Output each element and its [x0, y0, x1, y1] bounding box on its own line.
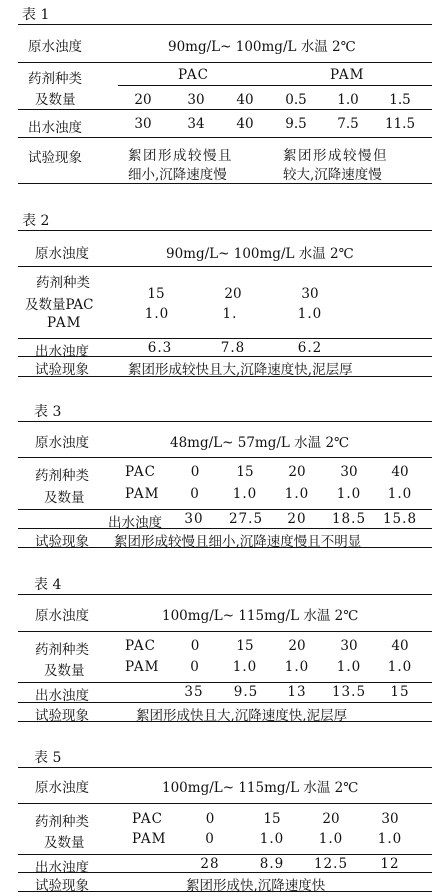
effluent-cell: 13.5: [331, 684, 367, 700]
pac-dose-cell: 40: [391, 638, 409, 654]
phenomenon-pac: 絮团形成较慢且: [128, 148, 233, 164]
row-label-effluent: 出水浊度: [28, 120, 82, 136]
dose-cell: 20: [134, 92, 152, 108]
effluent-cell: 34: [187, 116, 205, 132]
table-rule: [18, 767, 432, 768]
raw-turbidity-value: 90mg/L~ 100mg/L 水温 2℃: [168, 39, 356, 55]
pam-dose-cell: 1.0: [387, 486, 413, 502]
pam-dose-cell: 1.0: [377, 831, 403, 847]
raw-turbidity-value: 100mg/L~ 115mg/L 水温 2℃: [162, 608, 359, 624]
row-label-phenomenon: 试验现象: [35, 534, 89, 550]
row-label-phenomenon: 试验现象: [28, 150, 82, 166]
table-rule: [18, 509, 432, 510]
row-label-agent: 及数量: [35, 92, 76, 108]
phenomenon-pam: 较大,沉降速度慢: [283, 167, 382, 183]
table-caption: 表 5: [34, 750, 62, 766]
pam-dose-cell: 1.0: [336, 486, 362, 502]
pac-dose-cell: 30: [381, 811, 399, 827]
row-label-effluent: 出水浊度: [35, 344, 89, 360]
dose-cell: 1.0: [337, 92, 359, 108]
table-rule: [18, 528, 432, 529]
effluent-cell: 40: [236, 116, 254, 132]
phenomenon-text: 絮团形成快,沉降速度快: [186, 878, 326, 894]
row-label-raw-turbidity: 原水浊度: [35, 608, 89, 624]
table-caption: 表 2: [22, 213, 50, 229]
table-rule: [18, 376, 432, 377]
phenomenon-text: 絮团形成较快且大,沉降速度快,泥层厚: [128, 362, 353, 378]
row-label-agent: 药剂种类: [35, 642, 89, 658]
table-rule: [18, 854, 432, 855]
pac-label: PAC: [125, 464, 156, 480]
table-rule: [18, 594, 432, 595]
pac-dose-cell: 15: [236, 638, 254, 654]
row-label-agent: 及数量: [44, 490, 85, 506]
table-rule: [18, 803, 432, 804]
pam-dose-cell: 1.0: [232, 486, 258, 502]
table-rule: [18, 721, 432, 722]
effluent-cell: 8.9: [259, 856, 285, 872]
row-label-effluent: 出水浊度: [35, 688, 89, 704]
raw-turbidity-value: 90mg/L~ 100mg/L 水温 2℃: [166, 246, 354, 262]
row-label-phenomenon: 试验现象: [35, 362, 89, 378]
pam-dose-cell: 1.0: [144, 306, 170, 322]
phenomenon-pac: 细小,沉降速度慢: [128, 167, 227, 183]
table-rule: [18, 891, 432, 892]
row-label-agent: 药剂种类: [35, 814, 89, 830]
pam-label: PAM: [125, 486, 160, 502]
pac-dose-cell: 15: [147, 286, 165, 302]
pam-dose-cell: 1.0: [297, 306, 323, 322]
table-caption: 表 3: [34, 404, 62, 420]
table-rule: [18, 547, 432, 548]
pam-dose-cell: 1.0: [336, 659, 362, 675]
row-label-effluent: 出水浊度: [108, 515, 162, 531]
pam-dose-cell: 0: [205, 831, 215, 847]
pac-dose-cell: 15: [236, 464, 254, 480]
pac-dose-cell: 30: [340, 464, 358, 480]
effluent-cell: 30: [134, 116, 152, 132]
effluent-cell: 12.5: [313, 856, 349, 872]
raw-turbidity-value: 48mg/L~ 57mg/L 水温 2℃: [170, 435, 350, 451]
row-label-agent: 药剂种类: [35, 468, 89, 484]
pac-dose-cell: 30: [301, 286, 319, 302]
effluent-cell: 9.5: [233, 684, 259, 700]
pam-dose-cell: 0: [190, 486, 200, 502]
row-label-agent: 药剂种类: [36, 275, 90, 291]
effluent-cell: 6.2: [297, 340, 323, 356]
effluent-cell: 13: [287, 684, 307, 700]
table-rule: [18, 266, 432, 267]
effluent-cell: 28: [200, 856, 220, 872]
table-caption: 表 1: [22, 7, 50, 23]
pam-dose-cell: 1.0: [387, 659, 413, 675]
row-label-raw-turbidity: 原水浊度: [28, 39, 82, 55]
table-rule: [18, 421, 432, 422]
pac-dose-cell: 20: [224, 286, 242, 302]
pam-dose-cell: 1.0: [318, 831, 344, 847]
table-rule: [18, 356, 432, 357]
phenomenon-pam: 絮团形成较慢但: [283, 148, 388, 164]
table-rule: [18, 631, 432, 632]
row-label-agent: 及数量: [44, 835, 85, 851]
pam-label: PAM: [132, 831, 167, 847]
group-header-pac: PAC: [178, 67, 209, 83]
effluent-cell: 7.5: [337, 116, 359, 132]
group-header-pam: PAM: [330, 67, 365, 83]
pam-dose-cell: 1.0: [259, 831, 285, 847]
pam-dose-cell: 1.0: [284, 486, 310, 502]
row-label-raw-turbidity: 原水浊度: [35, 246, 89, 262]
table-rule: [18, 338, 432, 339]
dose-cell: 1.5: [389, 92, 411, 108]
pam-dose-cell: 1.: [222, 306, 238, 322]
row-label-pam: PAM: [47, 315, 82, 331]
table-rule: [18, 682, 432, 683]
table-rule: [18, 457, 432, 458]
pac-dose-cell: 40: [391, 464, 409, 480]
row-label-phenomenon: 试验现象: [35, 708, 89, 724]
dose-cell: 0.5: [285, 92, 307, 108]
table-rule: [18, 702, 432, 703]
pac-dose-cell: 20: [322, 811, 340, 827]
row-label-agent: 药剂种类: [28, 71, 82, 87]
pac-label: PAC: [125, 638, 156, 654]
pam-dose-cell: 0: [190, 659, 200, 675]
pam-label: PAM: [125, 659, 160, 675]
table-rule: [18, 872, 432, 873]
table-rule: [18, 109, 432, 110]
effluent-cell: 9.5: [285, 116, 307, 132]
table-rule: [18, 230, 432, 231]
table-rule: [18, 62, 432, 63]
row-label-raw-turbidity: 原水浊度: [35, 435, 89, 451]
effluent-cell: 30: [184, 511, 204, 527]
effluent-cell: 12: [380, 856, 400, 872]
dose-cell: 30: [187, 92, 205, 108]
table-rule: [18, 137, 432, 138]
row-label-agent: 及数量: [44, 663, 85, 679]
effluent-cell: 20: [287, 511, 307, 527]
pam-dose-cell: 1.0: [232, 659, 258, 675]
row-label-phenomenon: 试验现象: [35, 878, 89, 894]
dose-cell: 40: [236, 92, 254, 108]
pac-dose-cell: 20: [288, 638, 306, 654]
effluent-cell: 18.5: [331, 511, 367, 527]
effluent-cell: 7.8: [220, 340, 246, 356]
pam-dose-cell: 1.0: [284, 659, 310, 675]
row-label-effluent: 出水浊度: [35, 860, 89, 876]
table-rule: [18, 24, 432, 25]
table-caption: 表 4: [34, 577, 62, 593]
group-rule: [118, 85, 432, 86]
effluent-cell: 6.3: [147, 340, 173, 356]
phenomenon-text: 絮团形成快且大,沉降速度快,泥层厚: [136, 708, 348, 724]
row-label-agent: 及数量PAC: [25, 297, 94, 313]
pac-dose-cell: 15: [263, 811, 281, 827]
pac-dose-cell: 0: [190, 638, 200, 654]
raw-turbidity-value: 100mg/L~ 115mg/L 水温 2℃: [162, 780, 359, 796]
phenomenon-text: 絮团形成较慢且细小,沉降速度慢且不明显: [114, 534, 362, 550]
row-label-raw-turbidity: 原水浊度: [35, 780, 89, 796]
pac-dose-cell: 20: [288, 464, 306, 480]
effluent-cell: 11.5: [384, 116, 416, 132]
effluent-cell: 35: [184, 684, 204, 700]
table-rule: [18, 183, 432, 184]
pac-dose-cell: 0: [190, 464, 200, 480]
effluent-cell: 27.5: [228, 511, 264, 527]
effluent-cell: 15: [390, 684, 410, 700]
effluent-cell: 15.8: [382, 511, 418, 527]
pac-label: PAC: [132, 811, 163, 827]
pac-dose-cell: 0: [205, 811, 215, 827]
pac-dose-cell: 30: [340, 638, 358, 654]
